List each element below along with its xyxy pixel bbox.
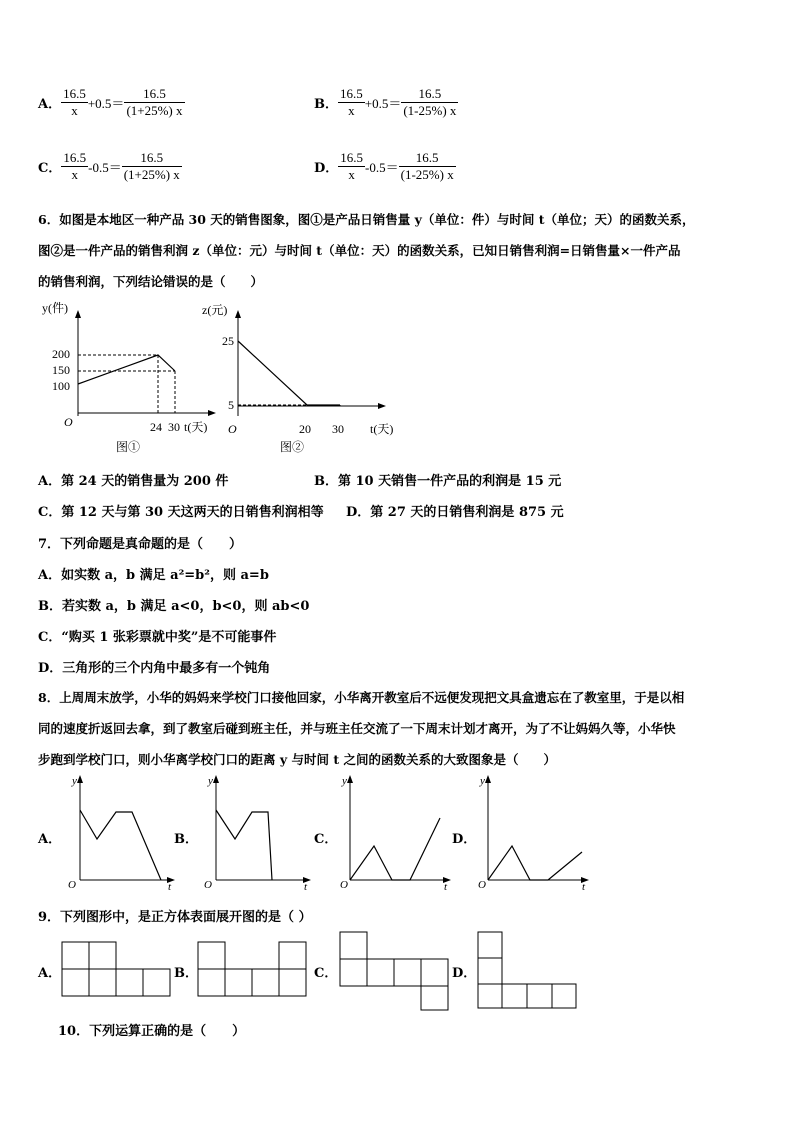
q6-option-c: C．第 12 天与第 30 天这两天的日销售利润相等 [38, 505, 324, 520]
q5-option-c: C． $\frac{16.5}{x}$ -0.5＝ $\frac{16.5}{(1+25\%) x}$ [38, 150, 180, 182]
q8-line3: 步跑到学校门口，则小华离学校门口的距离 y 与时间 t 之间的函数关系的大致图象是（ ） [38, 752, 556, 767]
svg-text:O: O [478, 879, 486, 891]
q9-label-b: B． [174, 966, 198, 981]
svg-text:t: t [304, 881, 308, 892]
fraction: $\frac{16.5}{x}$ [63, 86, 86, 118]
origin: O [228, 422, 237, 436]
q7-option-b: B．若实数 a，b 满足 a<0，b<0，则 ab<0 [38, 599, 310, 614]
fig1-caption: 图① [116, 440, 141, 454]
fig2-xlabel: t(天) [370, 422, 394, 436]
tick-200: 200 [52, 347, 70, 361]
q6-option-a: A．第 24 天的销售量为 200 件 [38, 474, 229, 489]
q6-option-b: B．第 10 天销售一件产品的利润是 15 元 [314, 474, 562, 489]
svg-text:O: O [204, 879, 212, 891]
q8-label-b: B． [174, 832, 198, 847]
svg-text:t: t [444, 881, 448, 892]
q8-graph-b [196, 772, 316, 892]
q9-stem: 9．下列图形中，是正方体表面展开图的是（ ） [38, 910, 312, 925]
q5-option-a [38, 86, 185, 119]
tick-30: 30 [168, 420, 180, 434]
q5-option-b: B． $\frac{16.5}{x}$ +0.5＝ $\frac{16.5}{(1-25\%) x}$ [314, 86, 457, 118]
svg-text:t: t [582, 881, 586, 892]
tick-25: 25 [222, 334, 234, 348]
graph-line [216, 810, 272, 880]
y-arrow [75, 310, 81, 318]
fig2-caption: 图② [280, 440, 305, 454]
q9-label-a: A． [38, 966, 62, 981]
svg-text:y: y [480, 775, 485, 787]
y-arrow [235, 310, 241, 318]
q8-label-a: A． [38, 832, 62, 847]
tick-150: 150 [52, 363, 70, 377]
q6-line2: 图②是一件产品的销售利润 z（单位：元）与时间 t（单位：天）的函数关系，已知日销售利润=日销售量×一件产品 [38, 243, 681, 258]
q6-line1: 6．如图是本地区一种产品 30 天的销售图象，图①是产品日销售量 y（单位：件）与时间 t（单位；天）的函数关系， [38, 212, 695, 227]
q7-option-a: A．如实数 a，b 满足 a²=b²，则 a=b [38, 568, 269, 583]
origin: O [64, 415, 73, 429]
operator: +0.5＝ [87, 96, 125, 111]
q7-option-d: D．三角形的三个内角中最多有一个钝角 [38, 661, 271, 676]
tick-30: 30 [332, 422, 344, 436]
q9-net-b [196, 940, 308, 998]
profit-line [238, 341, 340, 405]
q10-stem: 10．下列运算正确的是（ ） [58, 1024, 246, 1039]
tick-24: 24 [150, 420, 162, 434]
svg-text:t: t [168, 881, 172, 892]
tick-100: 100 [52, 379, 70, 393]
q8-graph-d [474, 772, 594, 892]
fig1-xlabel: t(天) [184, 420, 208, 434]
q8-graph-c [336, 772, 456, 892]
svg-text:y: y [208, 775, 213, 787]
q8-line2: 同的速度折返回去拿，到了教室后碰到班主任，并与班主任交流了一下周末计划才离开，为了不让妈妈久等，小华快 [38, 721, 676, 736]
q9-net-d [474, 928, 580, 1012]
q6-option-d: D．第 27 天的日销售利润是 875 元 [346, 505, 564, 520]
sales-line [78, 355, 175, 384]
fig1-ylabel: y(件) [42, 301, 68, 315]
tick-20: 20 [299, 422, 311, 436]
q9-net-a [60, 940, 172, 998]
fraction: $\frac{16.5}{(1+25\%) x}$ [126, 86, 183, 118]
svg-text:y: y [72, 775, 77, 787]
graph-line [80, 810, 161, 880]
q9-label-c: C． [314, 966, 338, 981]
q8-label-c: C． [314, 832, 338, 847]
fig2-ylabel: z(元) [202, 303, 228, 317]
graph-line [350, 818, 440, 880]
svg-text:O: O [68, 879, 76, 891]
svg-text:y: y [342, 775, 347, 787]
option-label: A． [38, 97, 62, 112]
tick-5: 5 [228, 398, 234, 412]
q8-label-d: D． [452, 832, 477, 847]
q6-line3: 的销售利润，下列结论错误的是（ ） [38, 274, 264, 289]
q8-graph-a [60, 772, 180, 892]
q9-net-c [336, 928, 452, 1012]
q7-stem: 7．下列命题是真命题的是（ ） [38, 537, 243, 552]
q8-line1: 8．上周周末放学，小华的妈妈来学校门口接他回家，小华离开教室后不远便发现把文具盒遗忘在了教室里，于是以相 [38, 690, 685, 705]
q9-label-d: D． [452, 966, 477, 981]
q7-option-c: C．“购买 1 张彩票就中奖”是不可能事件 [38, 630, 277, 645]
svg-text:O: O [340, 879, 348, 891]
q5-option-d: D． $\frac{16.5}{x}$ -0.5＝ $\frac{16.5}{(1-25\%) x}$ [314, 150, 454, 182]
x-arrow [378, 403, 386, 409]
graph-line [488, 846, 582, 880]
q6-figure2 [200, 298, 410, 458]
